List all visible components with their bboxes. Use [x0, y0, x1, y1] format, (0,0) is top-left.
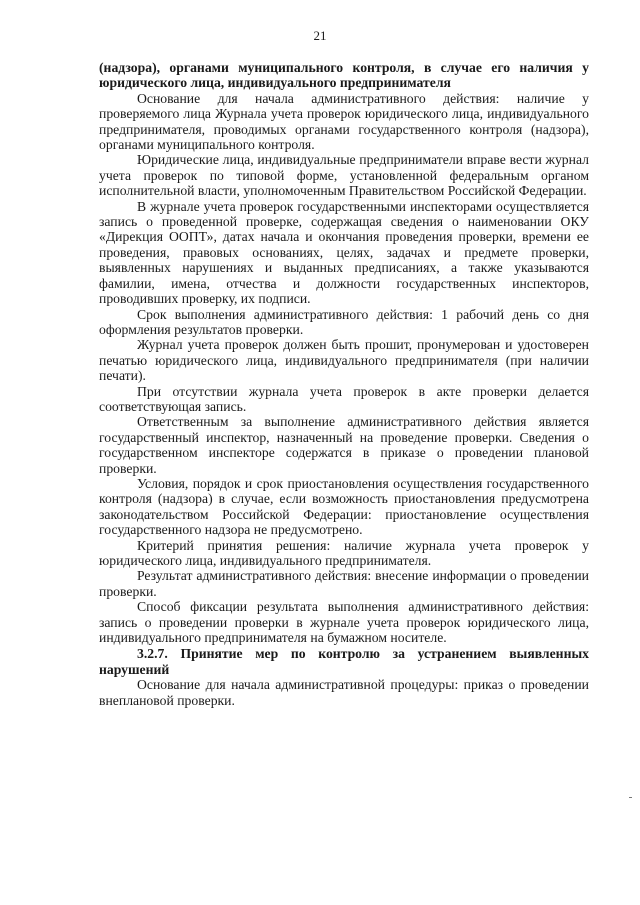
- paragraph-procedure-basis: Основание для начала административной процедуры: приказ о проведении внеплановой проверки.: [99, 677, 589, 708]
- paragraph-no-journal: При отсутствии журнала учета проверок в акте проверки делается соответствующая запись.: [99, 383, 589, 414]
- section-heading-3-2-7: 3.2.7. Принятие мер по контролю за устранением выявленных нарушений: [99, 646, 589, 677]
- paragraph-journal-entry: В журнале учета проверок государственными инспекторами осуществляется запись о проведенной проверке, содержащая сведения о наименовании ОКУ «Дирекция ООПТ», датах начала и окончания проведения проверки, времени ее проведения, правовых основаниях, целях, задачах и предмете проверки, выявленных нарушениях и выданных предписаниях, а также указываются фамилии, имена, отчества и должности государственных инспекторов, проводивших проверку, их подписи.: [99, 198, 589, 307]
- paragraph-recording-method: Способ фиксации результата выполнения административного действия: запись о проведении проверки в журнале учета проверок юридического лица, индивидуального предпринимателя на бумажном носителе.: [99, 599, 589, 646]
- paragraph-decision-criterion: Критерий принятия решения: наличие журнала учета проверок у юридического лица, индивидуального предпринимателя.: [99, 537, 589, 568]
- paragraph-responsible: Ответственным за выполнение административного действия является государственный инспектор, назначенный на проведение проверки. Сведения о государственном инспекторе содержатся в приказе о проведении плановой проверки.: [99, 414, 589, 476]
- paragraph-result: Результат административного действия: внесение информации о проведении проверки.: [99, 568, 589, 599]
- paragraph-journal-right: Юридические лица, индивидуальные предприниматели вправе вести журнал учета проверок по типовой форме, установленной федеральным органом исполнительной власти, уполномоченным Правительством Российской Федерации.: [99, 152, 589, 199]
- document-body: [99, 60, 589, 708]
- scan-artifact: [629, 797, 632, 798]
- paragraph-basis: Основание для начала административного действия: наличие у проверяемого лица Журнала учета проверок юридического лица, индивидуального предпринимателя, проводимых органами государственного контроля (надзора), органами муниципального контроля.: [99, 90, 589, 153]
- section-title-continuation: (надзора), органами муниципального контроля, в случае его наличия у юридического лица, индивидуального предпринимателя: [99, 60, 589, 91]
- page-number: 21: [313, 28, 327, 43]
- paragraph-suspension: Условия, порядок и срок приостановления осуществления государственного контроля (надзора) в случае, если возможность приостановления предусмотрена законодательством Российской Федерации: приостановление осуществления государственного надзора не предусмотрено.: [99, 475, 589, 538]
- paragraph-journal-binding: Журнал учета проверок должен быть прошит, пронумерован и удостоверен печатью юридического лица, индивидуального предпринимателя (при наличии печати).: [99, 337, 589, 384]
- paragraph-deadline: Срок выполнения административного действия: 1 рабочий день со дня оформления результатов проверки.: [99, 306, 589, 337]
